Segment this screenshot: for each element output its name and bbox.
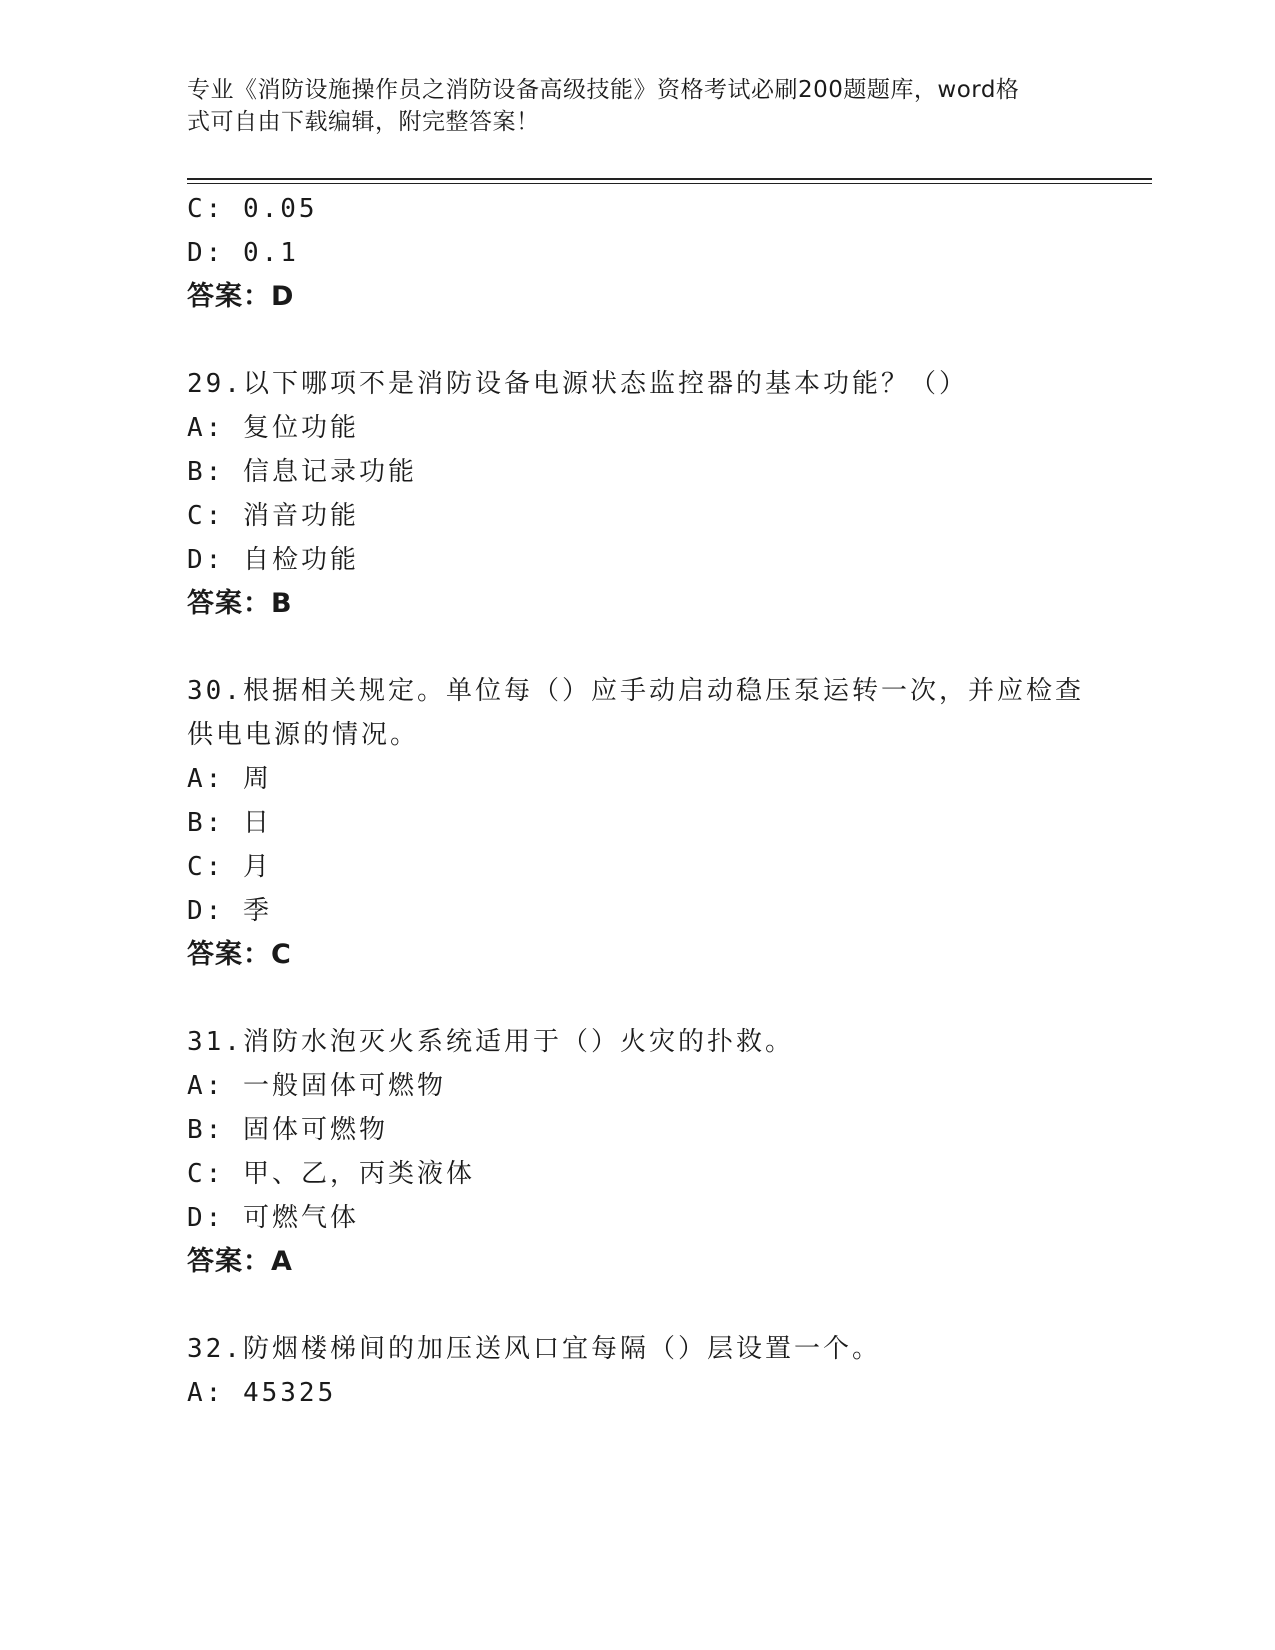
q31-option-d: D: 可燃气体 — [187, 1203, 359, 1233]
q32-question: 32.防烟楼梯间的加压送风口宜每隔（）层设置一个。 — [187, 1334, 881, 1364]
q30-answer: 答案：C — [187, 939, 292, 970]
header-divider-thick — [187, 178, 1152, 180]
q29-option-d: D: 自检功能 — [187, 545, 359, 575]
q32-option-a: A: 45325 — [187, 1378, 337, 1408]
document-header — [187, 74, 1087, 138]
prev-option-d: D: 0.1 — [187, 238, 299, 268]
q29-option-a: A: 复位功能 — [187, 413, 359, 443]
header-line-1: 专业《消防设施操作员之消防设备高级技能》资格考试必刷200题题库，word格 — [187, 77, 1020, 103]
q30-question-line-1: 30.根据相关规定。单位每（）应手动启动稳压泵运转一次，并应检查 — [187, 676, 1084, 706]
q31-question: 31.消防水泡灭火系统适用于（）火灾的扑救。 — [187, 1027, 794, 1057]
q29-option-b: B: 信息记录功能 — [187, 457, 417, 487]
header-divider-thin — [187, 183, 1152, 184]
q30-option-b: B: 日 — [187, 808, 272, 838]
q30-question-line-2: 供电电源的情况。 — [187, 720, 420, 750]
q29-question: 29.以下哪项不是消防设备电源状态监控器的基本功能？（） — [187, 369, 968, 399]
q31-answer: 答案：A — [187, 1246, 293, 1277]
q29-answer: 答案：B — [187, 588, 293, 619]
prev-option-c: C: 0.05 — [187, 194, 318, 224]
q30-option-d: D: 季 — [187, 896, 272, 926]
q29-option-c: C: 消音功能 — [187, 501, 359, 531]
q31-option-a: A: 一般固体可燃物 — [187, 1071, 446, 1101]
q30-option-c: C: 月 — [187, 852, 272, 882]
header-line-2: 式可自由下载编辑，附完整答案！ — [187, 109, 540, 135]
prev-answer: 答案：D — [187, 281, 295, 312]
q31-option-c: C: 甲、乙，丙类液体 — [187, 1159, 475, 1189]
q31-option-b: B: 固体可燃物 — [187, 1115, 388, 1145]
q30-option-a: A: 周 — [187, 764, 272, 794]
